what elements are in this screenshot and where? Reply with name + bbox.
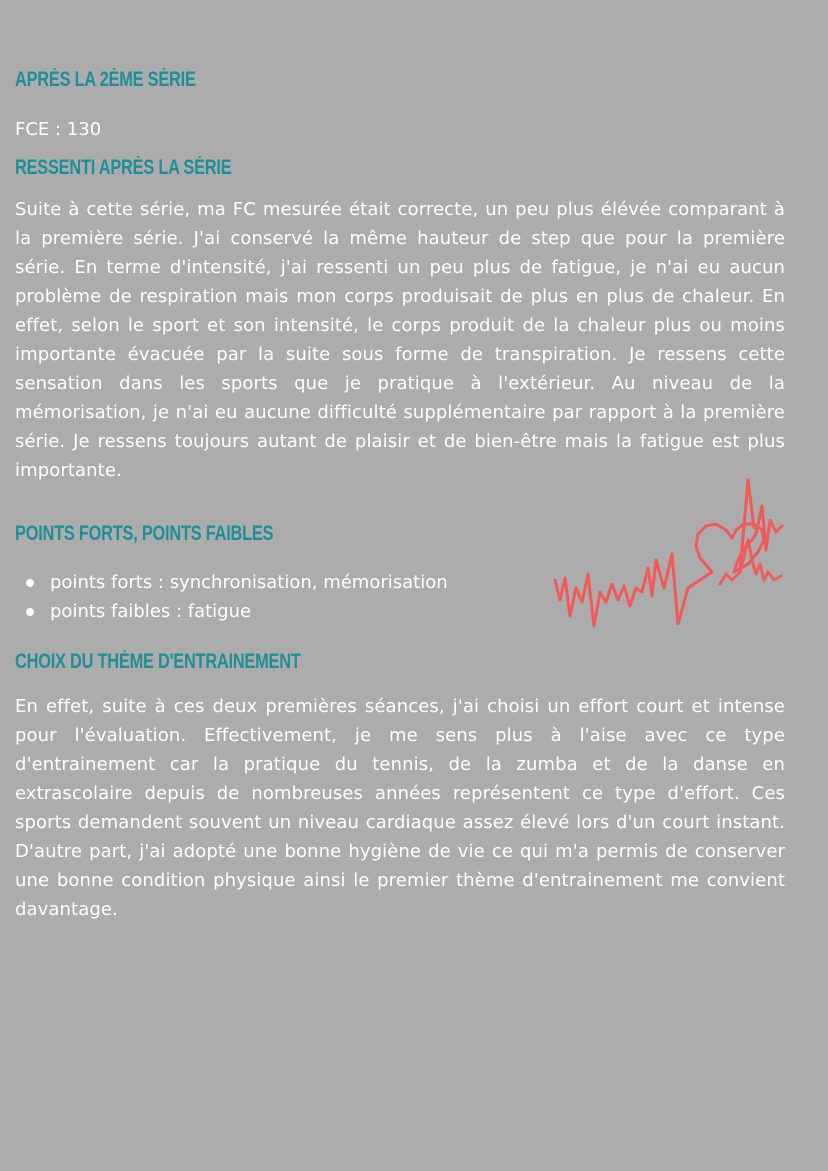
feeling-paragraph: Suite à cette série, ma FC mesurée était correcte, un peu plus élévée comparant à la première série. J'ai conservé la même hauteur de step que pour la première série. En terme d'intensité, j'ai ressenti un peu plus de fatigue, je n'ai eu aucun problème de respiration mais mon corps produisait de plus en plus de chaleur. En effet, selon le sport et son intensité, le corps produit de la chaleur plus ou moins importante évacuée par la suite sous forme de transpiration. Je ressens cette sensation dans les sports que je pratique à l'extérieur. Au niveau de la mémorisation, je n'ai eu aucune difficulté supplémentaire par rapport à la première série. Je ressens toujours autant de plaisir et de bien-être mais la fatigue est plus importante. xyxy=(15,199,785,481)
heartbeat-heart-icon xyxy=(552,476,784,672)
heading-strengths: POINTS FORTS, POINTS FAIBLES xyxy=(15,522,274,545)
fce-value: FCE : 130 xyxy=(15,119,102,140)
heading-theme-choice: CHOIX DU THÈME D'ENTRAINEMENT xyxy=(15,650,301,673)
strengths-list xyxy=(24,568,448,626)
list-item-label: points forts : synchronisation, mémorisation xyxy=(50,572,448,593)
heading-after-series: APRÈS LA 2ÈME SÉRIE xyxy=(15,68,196,91)
list-item xyxy=(24,568,448,597)
theme-choice-paragraph: En effet, suite à ces deux premières séances, j'ai choisi un effort court et intense pour l'évaluation. Effectivement, je me sens plus à l'aise avec ce type d'entrainement car la pratique du tennis, de la zumba et de la danse en extrascolaire depuis de nombreuses années représentent ce type d'effort. Ces sports demandent souvent un niveau cardiaque assez élevé lors d'un court instant. D'autre part, j'ai adopté une bonne hygiène de vie ce qui m'a permis de conserver une bonne condition physique ainsi le premier thème d'entrainement me convient davantage. xyxy=(15,696,785,920)
heading-feeling: RESSENTI APRÈS LA SÉRIE xyxy=(15,156,232,179)
list-item xyxy=(24,597,448,626)
bullet-icon xyxy=(26,579,34,587)
list-item-label: points faibles : fatigue xyxy=(50,601,252,622)
bullet-icon xyxy=(26,608,34,616)
